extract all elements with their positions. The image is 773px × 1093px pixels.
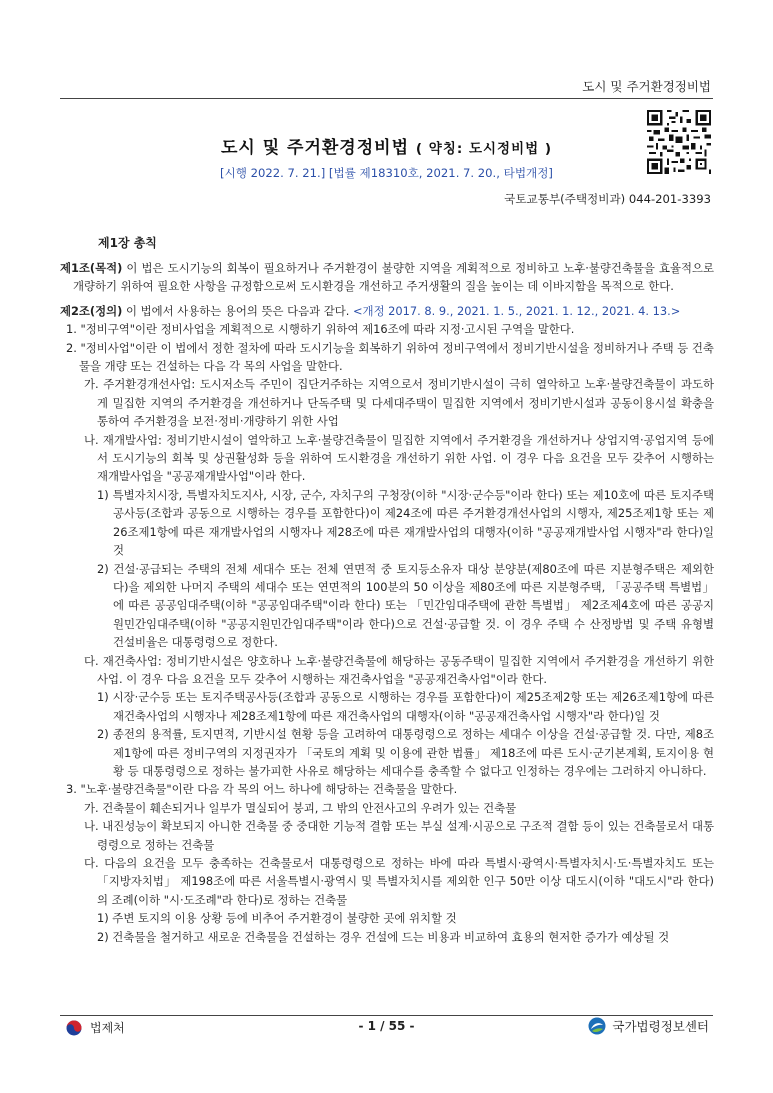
chapter-heading: 제1장 총칙: [98, 236, 157, 250]
law-center-logo-icon: [588, 1017, 606, 1035]
definition-item: 1) 특별자치시장, 특별자치도지사, 시장, 군수, 자치구의 구청장(이하 "시장·군수등"이라 한다) 또는 제10호에 따른 토지주택공사등(조합과 공동으로 시행하는 경우를 포함한다)이 제24조에 따른 주거환경개선사업의 시행자, 제25조제1항 또는 제26조제1항에 따른 재개발사업의 시행자나 제28조에 따른 재개발사업의 대행자(이하 "공공재개발사업 시행자"라 한다)일 것: [97, 487, 714, 558]
ministry-contact: 국토교통부(주택정비과) 044-201-3393: [504, 192, 711, 206]
definition-item: 가. 건축물이 훼손되거나 일부가 멸실되어 붕괴, 그 밖의 안전사고의 우려가 있는 건축물: [84, 800, 517, 815]
definition-item: 2. "정비사업"이란 이 법에서 정한 절차에 따라 도시기능을 회복하기 위하여 정비구역에서 정비기반시설을 정비하거나 주택 등 건축물을 개량 또는 건설하는 다음 각 목의 사업을 말한다.: [66, 340, 714, 374]
definition-item: 1) 주변 토지의 이용 상황 등에 비추어 주거환경이 불량한 곳에 위치할 것: [97, 911, 457, 926]
article-1: [60, 259, 714, 296]
definition-item: 2) 건설·공급되는 주택의 전체 세대수 또는 전체 연면적 중 토지등소유자 대상 분양분(제80조에 따른 지분형주택은 제외한다)을 제외한 나머지 주택의 세대수 또는 연면적의 100분의 50 이상을 제80조에 따른 지분형주택, 「공공주택 특별법」에 따른 공공임대주택(이하 "공공임대주택"이라 한다) 또는 「민간임대주택에 관한 특별법」 제2조제4호에 따른 공공지원민간임대주택(이하 "공공지원민간임대주택"이라 한다)으로 건설·공급할 것. 이 경우 주택 수 산정방법 및 주택 유형별 건설비율은 대통령령으로 정한다.: [97, 561, 714, 650]
source-name: 국가법령정보센터: [612, 1019, 709, 1034]
definition-list: [60, 320, 714, 946]
law-abbreviation: ( 약칭: 도시정비법 ): [415, 141, 553, 157]
footer-source: [588, 1017, 709, 1035]
enforcement-info[interactable]: [시행 2022. 7. 21.] [법률 제18310호, 2021. 7. 20., 타법개정]: [220, 166, 553, 180]
header-divider: [60, 98, 713, 99]
definition-item: 1. "정비구역"이란 정비사업을 계획적으로 시행하기 위하여 제16조에 따라 지정·고시된 구역을 말한다.: [66, 322, 575, 337]
document-body: [60, 234, 714, 946]
law-name: 도시 및 주거환경정비법: [220, 138, 409, 158]
definition-item: 2) 종전의 용적률, 토지면적, 기반시설 현황 등을 고려하여 대통령령으로 정하는 세대수 이상을 건설·공급할 것. 다만, 제8조제1항에 따른 정비구역의 지정권자가 「국토의 계획 및 이용에 관한 법률」 제18조에 따른 도시·군기본계획, 토지이용 현황 등 대통령령으로 정하는 불가피한 사유로 해당하는 세대수를 충족할 수 없다고 인정하는 경우에는 그러하지 아니하다.: [97, 727, 714, 778]
article-title: 제1조(목적): [60, 261, 123, 275]
definition-item: 나. 재개발사업: 정비기반시설이 열악하고 노후·불량건축물이 밀집한 지역에서 주거환경을 개선하거나 상업지역·공업지역 등에서 도시기능의 회복 및 상권활성화 등을 위하여 도시환경을 개선하기 위한 사업. 이 경우 다음 요건을 모두 갖추어 시행하는 재개발사업을 "공공재개발사업"이라 한다.: [84, 432, 714, 484]
definition-item: 1) 시장·군수등 또는 토지주택공사등(조합과 공동으로 시행하는 경우를 포함한다)이 제25조제2항 또는 제26조제1항에 따른 재건축사업의 시행자나 제28조제1항에 따른 재건축사업의 대행자(이하 "공공재건축사업 시행자"라 한다)일 것: [97, 690, 714, 723]
qr-code-icon: [647, 110, 711, 174]
definition-item: 다. 재건축사업: 정비기반시설은 양호하나 노후·불량건축물에 해당하는 공동주택이 밀집한 지역에서 주거환경을 개선하기 위한 사업. 이 경우 다음 요건을 모두 갖추어 시행하는 재건축사업을 "공공재건축사업"이라 한다.: [84, 653, 714, 686]
publisher-name: 법제처: [90, 1021, 125, 1035]
article-text: 이 법에서 사용하는 용어의 뜻은 다음과 같다.: [122, 303, 354, 318]
document-title: [60, 133, 713, 158]
footer-divider: [60, 1015, 713, 1016]
running-header-title: 도시 및 주거환경정비법: [582, 79, 711, 94]
definition-item: 나. 내진성능이 확보되지 아니한 건축물 중 중대한 기능적 결함 또는 부실 설계·시공으로 구조적 결함 등이 있는 건축물로서 대통령령으로 정하는 건축물: [84, 819, 714, 852]
definition-item: 2) 건축물을 철거하고 새로운 건축물을 건설하는 경우 건설에 드는 비용과 비교하여 효용의 현저한 증가가 예상될 것: [97, 929, 670, 944]
title-block: [60, 133, 713, 181]
article-2: [60, 302, 714, 320]
article-text: 이 법은 도시기능의 회복이 필요하거나 주거환경이 불량한 지역을 계획적으로 정비하고 노후·불량건축물을 효율적으로 개량하기 위하여 필요한 사항을 규정함으로써 도시환경을 개선하고 주거생활의 질을 높이는 데 이바지함을 목적으로 한다.: [73, 261, 714, 294]
page-number: - 1 / 55 -: [358, 1019, 415, 1033]
amendment-link[interactable]: <개정 2017. 8. 9., 2021. 1. 5., 2021. 1. 12., 2021. 4. 13.>: [353, 303, 681, 318]
definition-item: 3. "노후·불량건축물"이란 다음 각 목의 어느 하나에 해당하는 건축물을 말한다.: [66, 782, 458, 797]
definition-item: 가. 주거환경개선사업: 도시저소득 주민이 집단거주하는 지역으로서 정비기반시설이 극히 열악하고 노후·불량건축물이 과도하게 밀집한 지역의 주거환경을 개선하거나 단독주택 및 다세대주택이 밀집한 지역에서 정비기반시설과 공동이용시설 확충을 통하여 주거환경을 보전·정비·개량하기 위한 사업: [84, 377, 714, 429]
definition-item: 다. 다음의 요건을 모두 충족하는 건축물로서 대통령령으로 정하는 바에 따라 특별시·광역시·특별자치시·도·특별자치도 또는 「지방자치법」 제198조에 따른 서울특별시·광역시 및 특별자치시를 제외한 인구 50만 이상 대도시(이하 "대도시"라 한다)의 조례(이하 "시·도조례"라 한다)로 정하는 건축물: [84, 856, 714, 907]
article-title: 제2조(정의): [60, 303, 123, 318]
